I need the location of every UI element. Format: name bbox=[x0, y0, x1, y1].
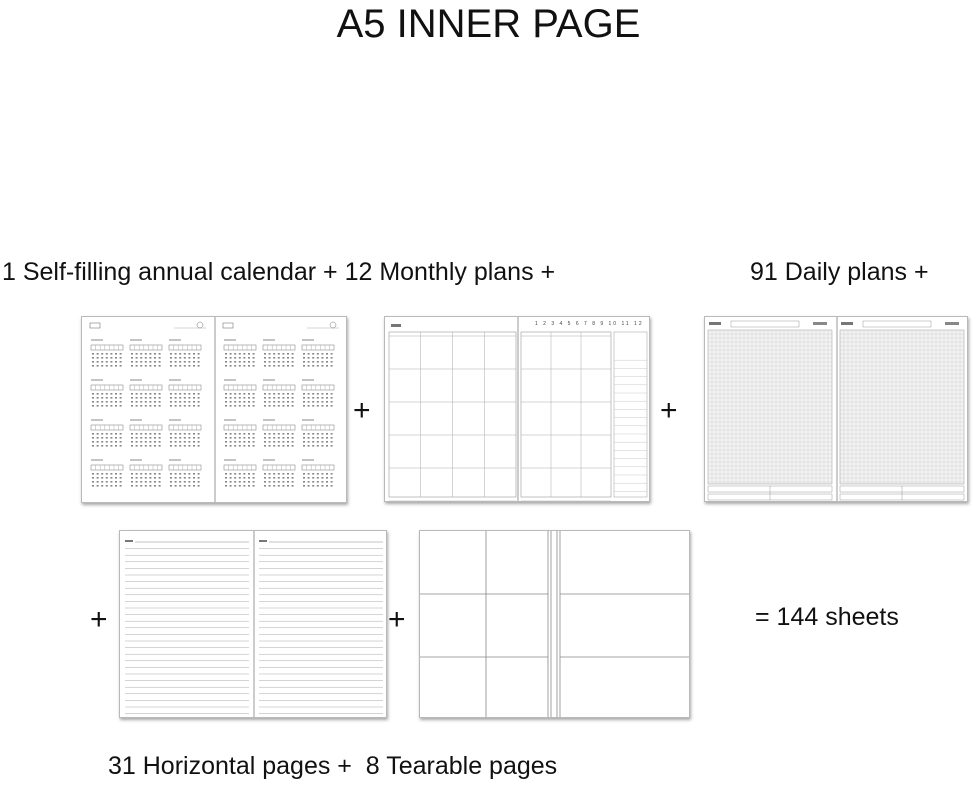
page-title: A5 INNER PAGE bbox=[336, 2, 641, 46]
plus-sign: + bbox=[388, 603, 406, 636]
plus-sign: + bbox=[90, 603, 108, 636]
plus-sign: + bbox=[660, 394, 678, 427]
horizontal-lined-spread bbox=[119, 530, 387, 718]
tearable-pages-spread bbox=[419, 530, 690, 718]
plus-sign: + bbox=[353, 394, 371, 427]
monthly-plan-spread bbox=[384, 316, 650, 502]
total-sheets-label: = 144 sheets bbox=[755, 603, 899, 631]
caption-horizontal-tearable: 31 Horizontal pages + 8 Tearable pages bbox=[108, 752, 558, 780]
monthly-plan-header-numbers: 1 2 3 4 5 6 7 8 9 10 11 12 bbox=[535, 321, 644, 327]
caption-calendar-monthly: 1 Self-filling annual calendar + 12 Monthly plans + bbox=[2, 258, 556, 286]
annual-calendar-spread bbox=[81, 316, 347, 503]
daily-plan-spread bbox=[704, 316, 968, 502]
caption-daily-plans: 91 Daily plans + bbox=[750, 258, 929, 286]
